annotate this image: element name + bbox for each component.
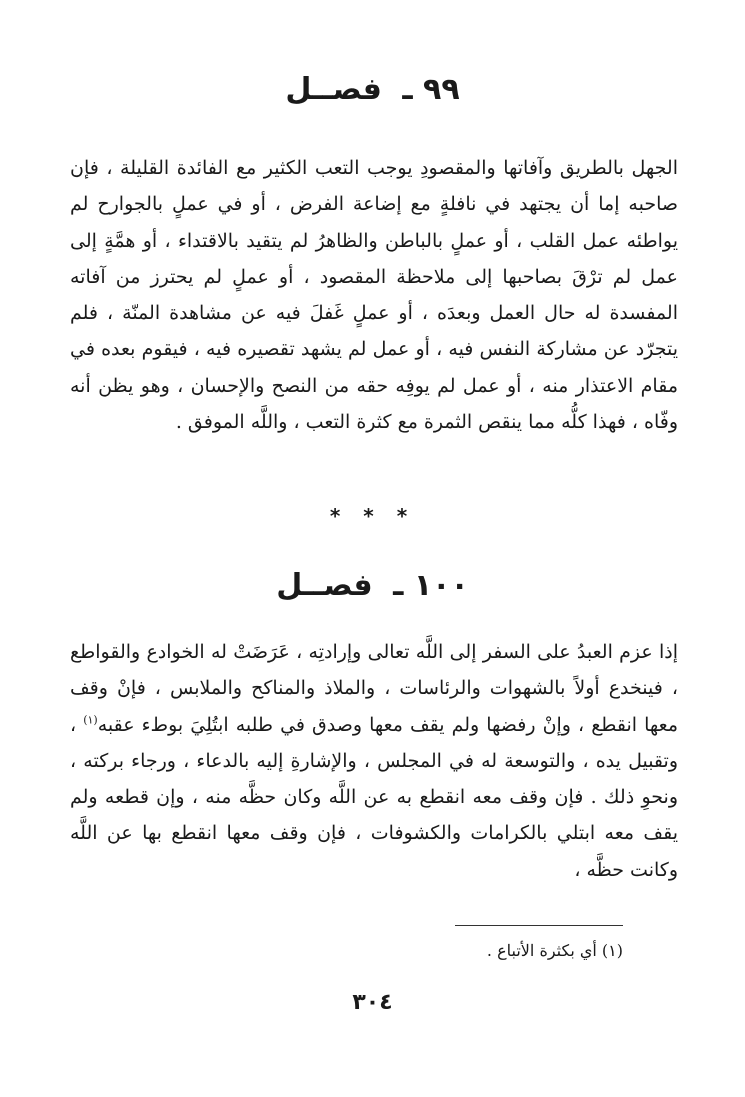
paragraph-text: ، وتقبيل يده ، والتوسعة له في المجلس ، والإشارةِ إليه بالدعاء ، ورجاء بركته ، ونحوِ ذلك . فإن وقف معه انقطع به عن اللَّه وكان حظَّه منه ، وإن قطعه ولم يقف معه ابتلي بالكرامات والكشوفات ، فإن وقف معها انقطع بها عن اللَّه وكانت حظَّه ، [70, 713, 678, 881]
paragraph: الجهل بالطريق وآفاتها والمقصودِ يوجب التعب الكثير مع الفائدة القليلة ، فإن صاحبه إما أن يجتهد في نافلةٍ مع إضاعة الفرض ، أو في عملٍ بالجوارح لم يواطئه عمل القلب ، أو عملٍ بالباطن والظاهرُ لم يتقيد بالاقتداء ، أو همَّةٍ إلى عمل لم ترْقَ بصاحبها إلى ملاحظة المقصود ، أو عملٍ لم يحترز من آفاته المفسدة له حال العمل وبعدَه ، أو عملٍ غَفلَ فيه عن مشاهدة المنّة ، فلم يتجرّد عن مشاركة النفس فيه ، أو عمل لم يشهد تقصيره فيه ، فيقوم بعده في مقام الاعتذار منه ، أو عمل لم يوفِه حقه من النصح والإحسان ، وهو يظن أنه وفّاه ، فهذا كلُّه مما ينقص الثمرة مع كثرة التعب ، واللَّه الموفق . [70, 157, 678, 434]
page-number: ٣٠٤ [352, 990, 393, 1015]
paragraph [70, 634, 678, 888]
section-number: ١٠٠ ـ [393, 568, 469, 603]
section-heading-100 [0, 566, 745, 606]
footnote: (١) أي بكثرة الأتباع . [486, 941, 623, 960]
section-heading-99 [0, 70, 745, 110]
section-title: فصــل [285, 72, 382, 107]
section-title: فصــل [276, 568, 373, 603]
footnote-divider [455, 925, 623, 926]
footnote-reference: (١) [83, 713, 98, 727]
paragraph-text: إذا عزم العبدُ على السفر إلى اللَّه تعالى وإرادتِه ، عَرَضَتْ له الخوادع والقواطع ، فينخدع أولاً بالشهوات والرئاسات ، والملاذ والمناكح والملابس ، فإنْ وقف معها انقطع ، وإنْ رفضها ولم يقف معها وصدق في طلبه ابتُلِيَ بوطء عقبه [70, 641, 678, 736]
section-99-body [70, 150, 678, 440]
section-100-body [70, 634, 678, 888]
section-separator: * * * [329, 504, 416, 528]
section-number: ٩٩ ـ [402, 72, 460, 107]
